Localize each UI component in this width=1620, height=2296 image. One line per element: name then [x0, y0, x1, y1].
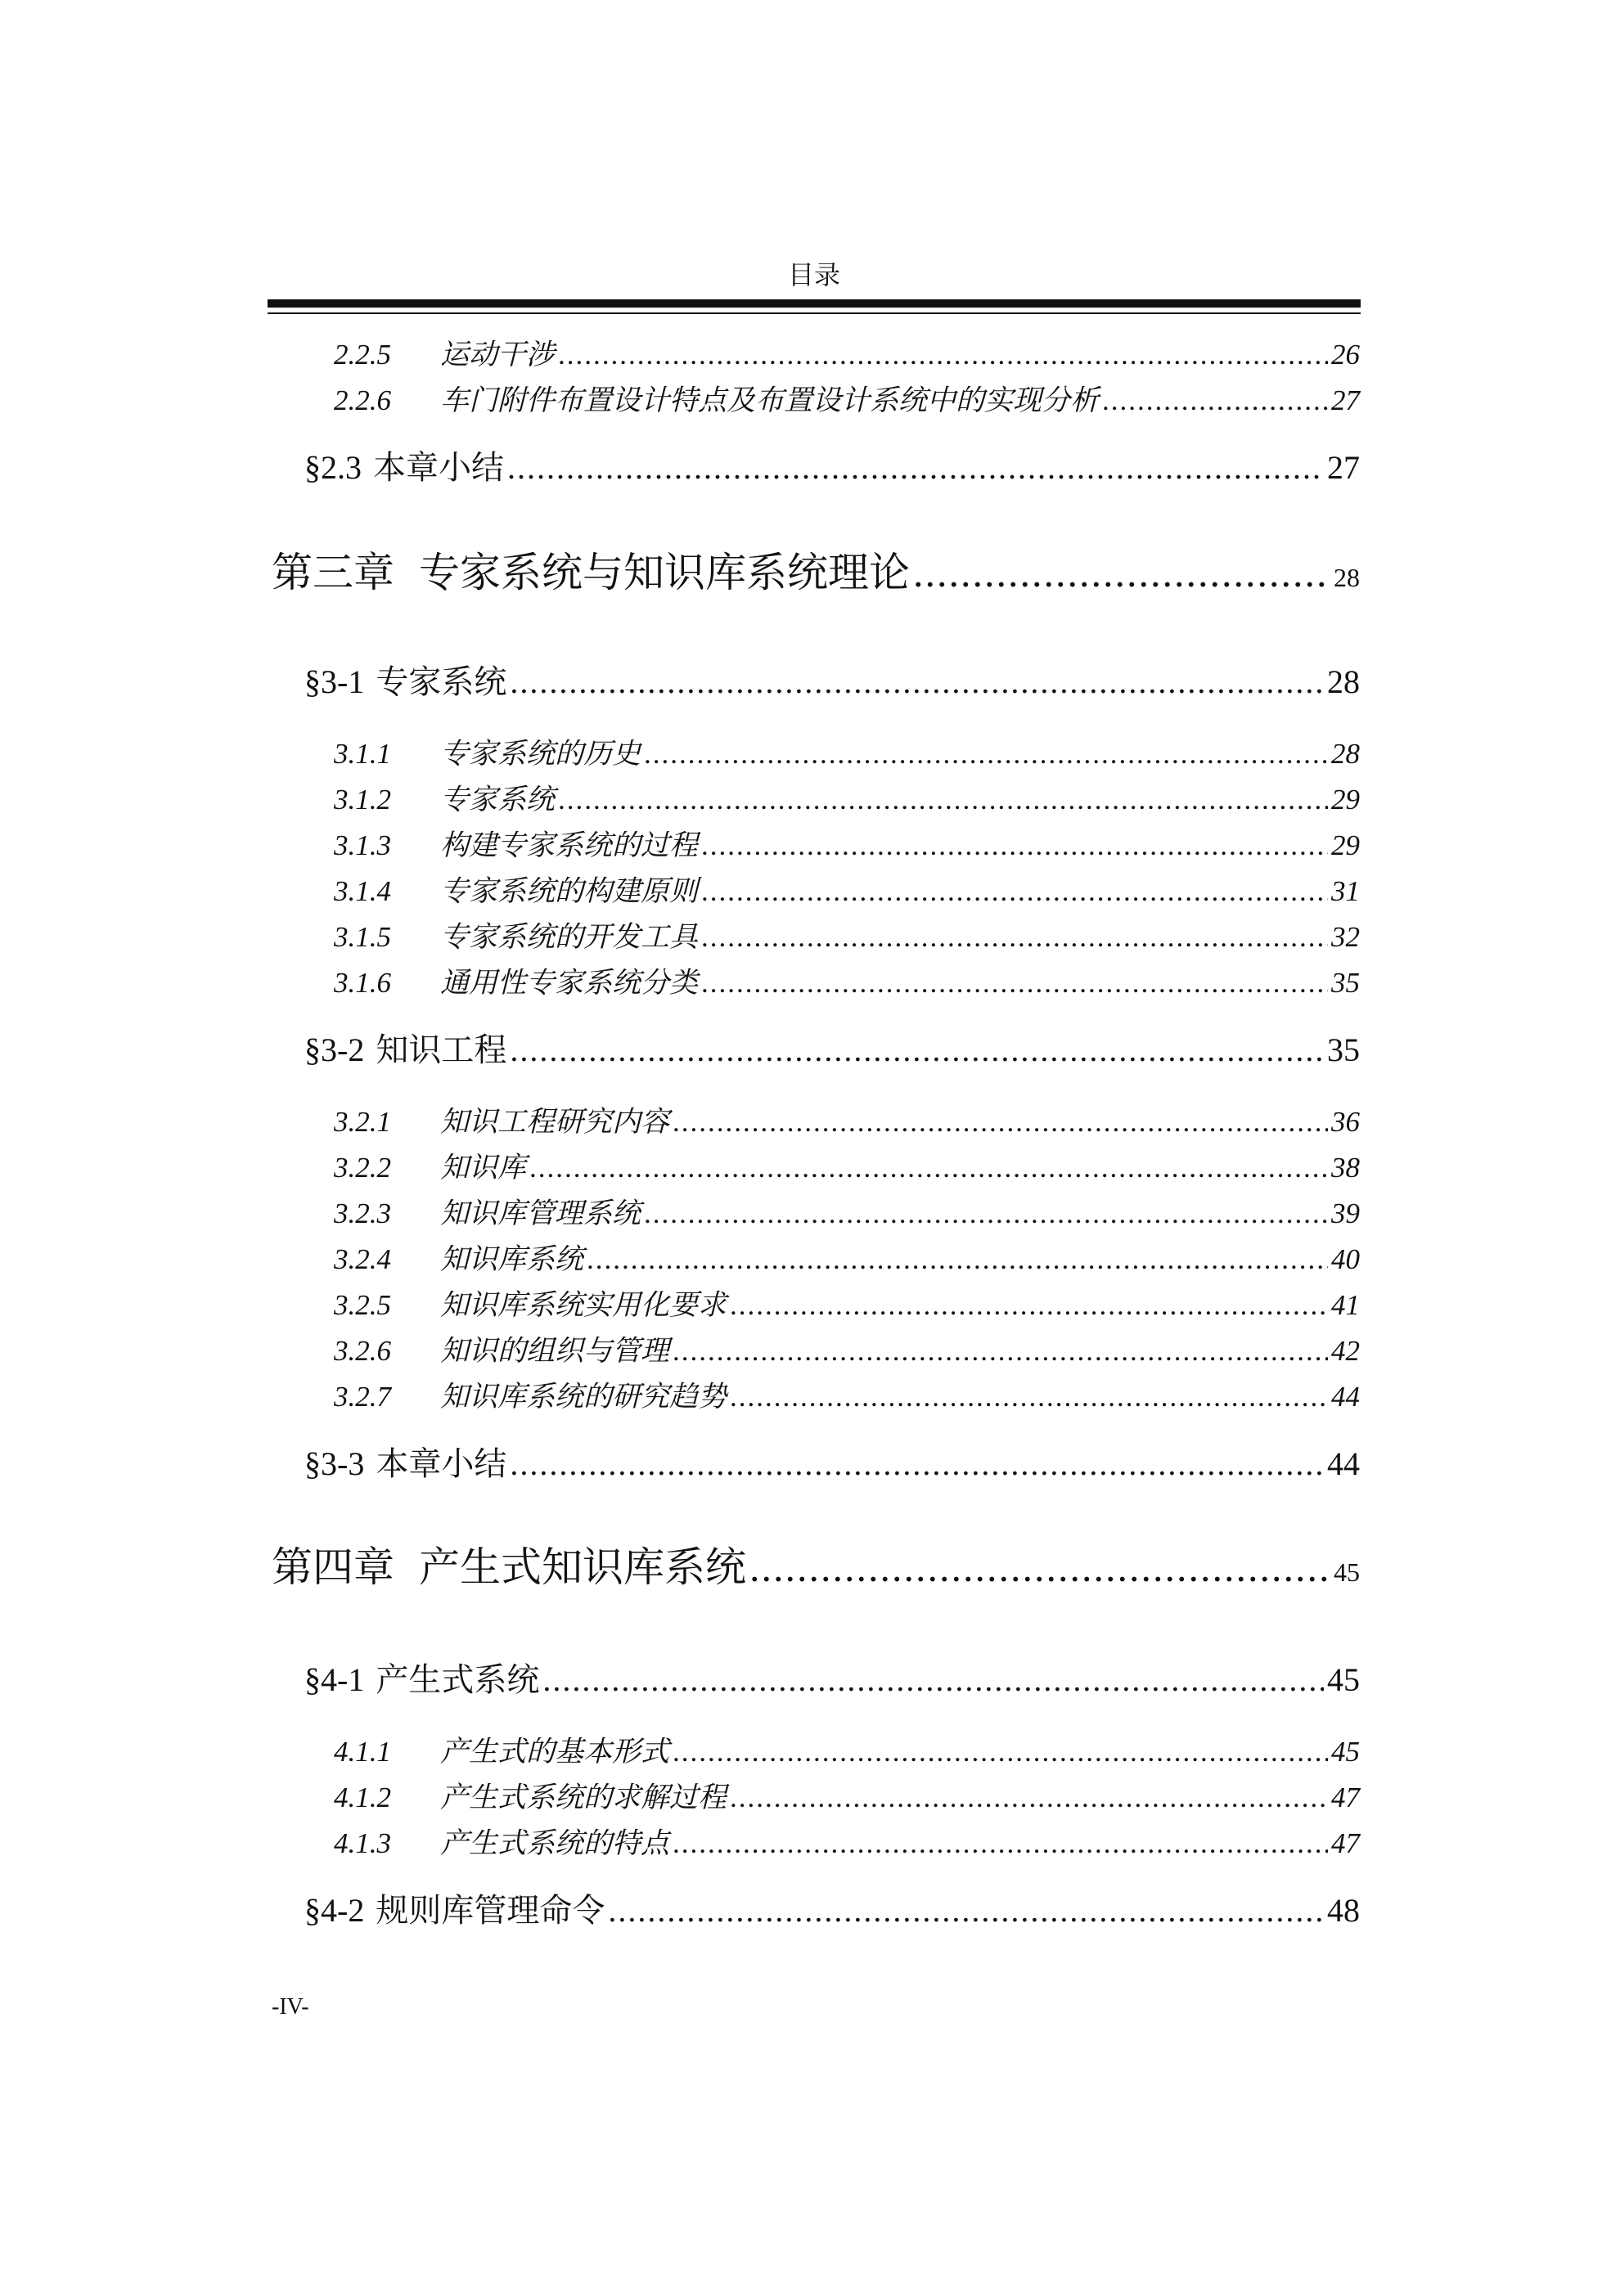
toc-entry-number: 3.1.3	[334, 829, 391, 861]
toc-entry[interactable]	[334, 828, 1360, 864]
toc-entry-number: 3.1.4	[334, 875, 391, 907]
toc-dot-leader	[730, 1780, 1328, 1816]
toc-entry-title: 本章小结	[376, 1445, 507, 1482]
toc-entry[interactable]	[334, 383, 1360, 419]
toc-entry-number: 第四章	[272, 1544, 394, 1590]
toc-entry-number: §2.3	[304, 449, 362, 486]
toc-entry[interactable]	[304, 1890, 1360, 1931]
toc-entry-number: 3.2.7	[334, 1381, 391, 1413]
toc-entry[interactable]	[334, 1242, 1360, 1278]
toc-entry-title: 专家系统	[440, 784, 556, 816]
toc-entry[interactable]	[334, 782, 1360, 818]
toc-dot-leader	[529, 1150, 1328, 1186]
toc-dot-leader	[510, 1444, 1324, 1485]
toc-entry-page: 48	[1327, 1892, 1360, 1929]
toc-entry-number: 3.2.1	[334, 1106, 391, 1138]
toc-dot-leader	[673, 1826, 1328, 1862]
toc-entry-page: 28	[1327, 663, 1360, 700]
toc-dot-leader	[510, 662, 1324, 703]
toc-entry[interactable]	[334, 1379, 1360, 1415]
toc-entry-page: 35	[1331, 967, 1360, 999]
toc-entry[interactable]	[304, 1444, 1360, 1485]
toc-entry-page: 39	[1331, 1197, 1360, 1229]
toc-dot-leader	[507, 447, 1324, 488]
toc-entry-title: 构建专家系统的过程	[440, 829, 699, 861]
toc-entry-title: 知识工程研究内容	[440, 1106, 670, 1138]
toc-entry[interactable]	[334, 1150, 1360, 1186]
toc-entry-page: 32	[1331, 921, 1360, 953]
toc-entry-title: 知识库系统	[440, 1243, 584, 1275]
toc-entry-title: 专家系统的构建原则	[440, 875, 699, 907]
toc-entry-number: 3.1.1	[334, 738, 391, 770]
toc-entry-page: 26	[1331, 339, 1360, 371]
toc-entry-page: 45	[1334, 1557, 1360, 1587]
toc-entry[interactable]	[304, 662, 1360, 703]
toc-dot-leader	[749, 1542, 1330, 1593]
toc-entry-number: 3.2.5	[334, 1289, 391, 1321]
toc-dot-leader	[913, 547, 1330, 598]
toc-entry-number: 2.2.6	[334, 384, 391, 416]
toc-entry-page: 47	[1331, 1827, 1360, 1859]
toc-entry-title: 专家系统的历史	[440, 738, 641, 770]
toc-dot-leader	[608, 1890, 1324, 1931]
toc-entry-page: 29	[1331, 829, 1360, 861]
toc-entry-page: 45	[1327, 1661, 1360, 1698]
toc-entry[interactable]	[304, 1030, 1360, 1071]
toc-entry-title: 通用性专家系统分类	[440, 967, 699, 999]
toc-entry[interactable]	[334, 1734, 1360, 1770]
toc-entry-number: §4-2	[304, 1892, 365, 1929]
toc-dot-leader	[644, 1196, 1328, 1232]
toc-entry-title: 运动干涉	[440, 339, 556, 371]
toc-entry-page: 44	[1331, 1381, 1360, 1413]
toc-entry-title: 知识的组织与管理	[440, 1335, 670, 1367]
toc-entry-page: 28	[1331, 738, 1360, 770]
toc-entry-number: 2.2.5	[334, 339, 391, 371]
toc-entry-page: 38	[1331, 1152, 1360, 1184]
toc-entry-number: §3-1	[304, 663, 365, 700]
toc-entry-title: 产生式系统的特点	[440, 1827, 670, 1859]
toc-entry-number: 4.1.1	[334, 1736, 391, 1768]
toc-entry-title: 知识库系统实用化要求	[440, 1289, 727, 1321]
toc-dot-leader	[673, 1734, 1328, 1770]
toc-entry-title: 专家系统	[376, 663, 507, 700]
toc-entry-number: 4.1.2	[334, 1782, 391, 1813]
toc-entry-title: 知识工程	[376, 1031, 507, 1068]
toc-entry[interactable]	[272, 1542, 1360, 1597]
toc-entry[interactable]	[334, 337, 1360, 373]
toc-entry-number: §4-1	[304, 1661, 365, 1698]
toc-entry[interactable]	[334, 1780, 1360, 1816]
toc-entry-page: 47	[1331, 1782, 1360, 1813]
toc-entry[interactable]	[272, 547, 1360, 603]
toc-entry-page: 41	[1331, 1289, 1360, 1321]
toc-entry-title: 产生式知识库系统	[419, 1544, 746, 1590]
toc-entry-number: 3.2.6	[334, 1335, 391, 1367]
toc-entry-number: 3.1.2	[334, 784, 391, 816]
page-header-title: 目录	[787, 260, 840, 290]
toc-entry-title: 本章小结	[373, 449, 504, 486]
toc-entry-number: 4.1.3	[334, 1827, 391, 1859]
toc-entry[interactable]	[334, 1333, 1360, 1369]
toc-entry-number: 第三章	[272, 550, 394, 595]
toc-dot-leader	[542, 1660, 1324, 1701]
toc-entry-page: 35	[1327, 1031, 1360, 1068]
toc-entry-title: 专家系统的开发工具	[440, 921, 699, 953]
toc-entry[interactable]	[334, 1287, 1360, 1323]
toc-entry-page: 27	[1327, 449, 1360, 486]
toc-entry-page: 27	[1331, 384, 1360, 416]
toc-entry-page: 31	[1331, 875, 1360, 907]
toc-dot-leader	[730, 1379, 1328, 1415]
toc-entry[interactable]	[334, 1196, 1360, 1232]
toc-entry[interactable]	[304, 1660, 1360, 1701]
toc-entry[interactable]	[334, 874, 1360, 910]
toc-entry-number: §3-3	[304, 1445, 365, 1482]
toc-entry[interactable]	[334, 1826, 1360, 1862]
toc-dot-leader	[558, 782, 1328, 818]
toc-dot-leader	[701, 919, 1328, 955]
toc-entry-title: 知识库	[440, 1152, 527, 1184]
toc-dot-leader	[1102, 383, 1328, 419]
toc-entry-page: 40	[1331, 1243, 1360, 1275]
toc-entry-title: 产生式系统	[376, 1661, 540, 1698]
toc-entry[interactable]	[334, 919, 1360, 955]
toc-dot-leader	[558, 337, 1328, 373]
toc-entry[interactable]	[334, 1104, 1360, 1140]
toc-entry-page: 36	[1331, 1106, 1360, 1138]
toc-entry-number: 3.1.5	[334, 921, 391, 953]
toc-entry-title: 知识库管理系统	[440, 1197, 641, 1229]
toc-entry-title: 车门附件布置设计特点及布置设计系统中的实现分析	[440, 384, 1100, 416]
toc-dot-leader	[587, 1242, 1328, 1278]
toc-entry-title: 知识库系统的研究趋势	[440, 1381, 727, 1413]
toc-entry-number: 3.2.4	[334, 1243, 391, 1275]
toc-entry-page: 42	[1331, 1335, 1360, 1367]
toc-dot-leader	[673, 1333, 1328, 1369]
toc-entry-number: 3.1.6	[334, 967, 391, 999]
toc-dot-leader	[730, 1287, 1328, 1323]
toc-entry-number: §3-2	[304, 1031, 365, 1068]
toc-entry-page: 28	[1334, 563, 1360, 592]
toc-dot-leader	[701, 874, 1328, 910]
toc-entry-page: 29	[1331, 784, 1360, 816]
toc-dot-leader	[673, 1104, 1328, 1140]
toc-entry-title: 产生式系统的求解过程	[440, 1782, 727, 1813]
toc-entry-title: 规则库管理命令	[376, 1892, 605, 1929]
toc-dot-leader	[644, 736, 1328, 772]
page-number-footer: -IV-	[272, 1994, 309, 2020]
toc-entry[interactable]	[334, 736, 1360, 772]
toc-entry-page: 45	[1331, 1736, 1360, 1768]
toc-entry-title: 专家系统与知识库系统理论	[419, 550, 910, 595]
toc-entry[interactable]	[334, 965, 1360, 1001]
toc-dot-leader	[701, 828, 1328, 864]
toc-entry[interactable]	[304, 447, 1360, 488]
toc-dot-leader	[701, 965, 1328, 1001]
toc-entry-number: 3.2.2	[334, 1152, 391, 1184]
toc-entry-title: 产生式的基本形式	[440, 1736, 670, 1768]
toc-entry-number: 3.2.3	[334, 1197, 391, 1229]
toc-dot-leader	[510, 1030, 1324, 1071]
toc-entry-page: 44	[1327, 1445, 1360, 1482]
